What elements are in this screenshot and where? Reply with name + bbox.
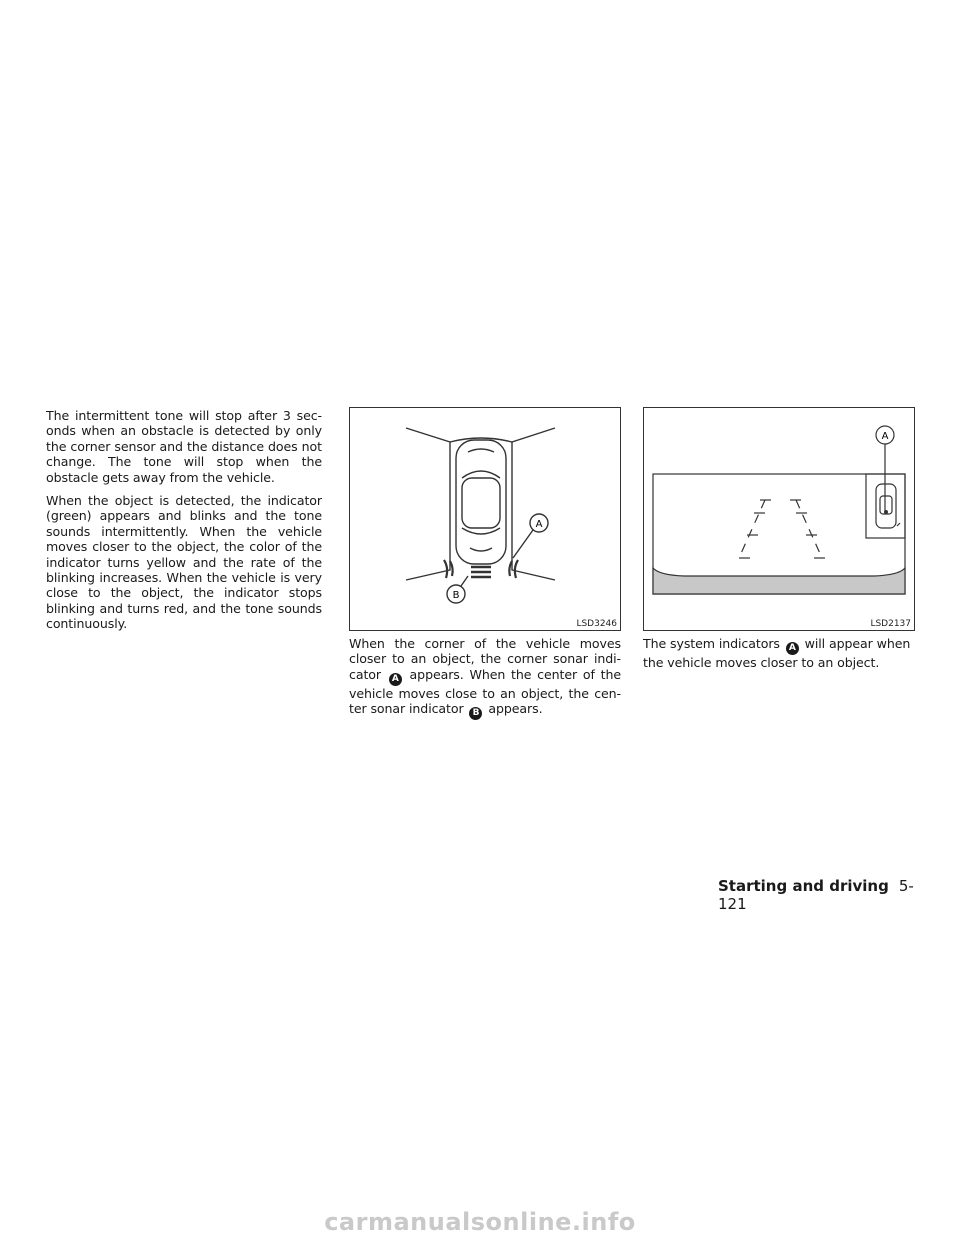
watermark: carmanualsonline.info [324, 1208, 636, 1236]
page-footer [718, 877, 918, 913]
figure-code: LSD2137 [870, 619, 911, 629]
text-column-middle [349, 636, 621, 728]
callout-b-badge: B [469, 707, 482, 720]
paragraph-tone-stop: The intermittent tone will stop after 3 sec-onds when an obstacle is detected by only the corner sensor and the distance does not change. The tone will stop when the obstacle gets away from the vehicle. [46, 408, 322, 485]
figure-rear-view-screen [643, 407, 915, 631]
paragraph-system-indicators: The system indicators A will appear when the vehicle moves closer to an object. [643, 636, 911, 670]
callout-a-badge: A [389, 673, 402, 686]
paragraph-indicator-colors: When the object is detected, the indicator (green) appears and blinks and the tone sounds intermittently. When the vehicle moves closer to the object, the color of the indicator turns yellow and the rate of the blinking increases. When the vehicle is very close to the object, the indicator stops blinking and turns red, and the tone sounds continuously. [46, 493, 322, 632]
callout-a-label: A [535, 519, 543, 530]
paragraph-sonar-indicators: When the corner of the vehicle moves closer to an object, the corner sonar indi-cator A appears. When the center of the vehicle moves close to an object, the cen-ter sonar indicator B appears. [349, 636, 621, 719]
figure-top-view-sonar [349, 407, 621, 631]
section-title: Starting and driving [718, 877, 889, 895]
callout-a-label: A [881, 431, 889, 442]
text-column-left [46, 408, 322, 640]
figure-code: LSD3246 [576, 619, 617, 629]
callout-b-label: B [452, 590, 460, 601]
callout-a-badge: A [786, 642, 799, 655]
page-number: 5-121 [718, 877, 914, 913]
text-column-right [643, 636, 915, 678]
